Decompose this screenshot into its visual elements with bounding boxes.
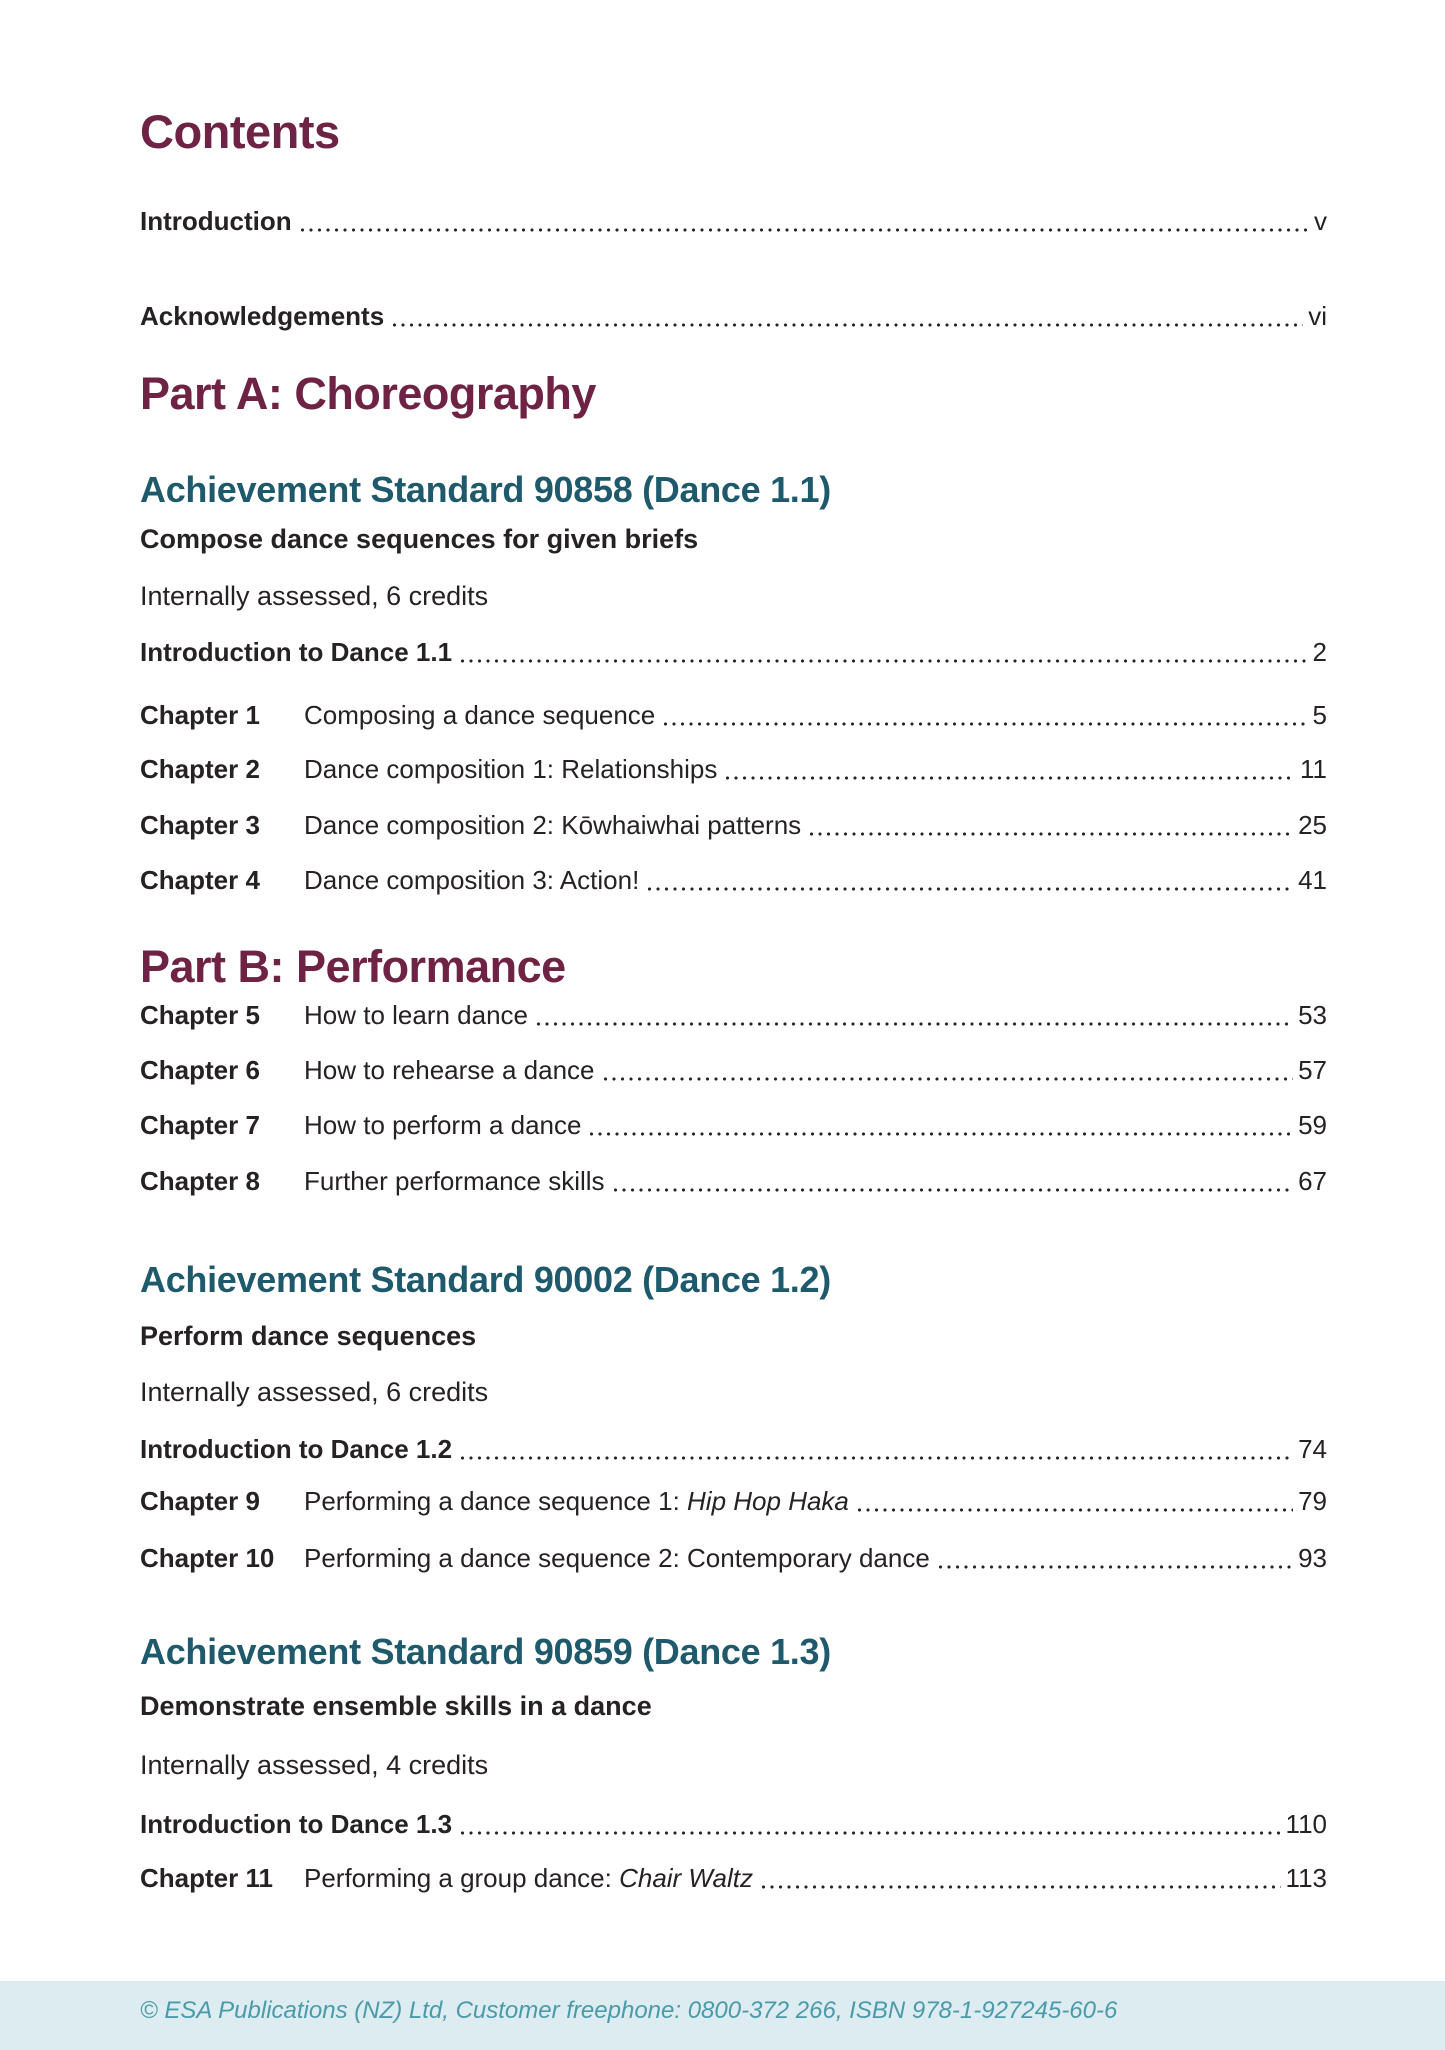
chapter-title-text: Performing a group dance: [304,1863,620,1893]
toc-entry-chapter-2 [140,753,1327,786]
toc-entry-page: 57 [1298,1055,1327,1085]
standard-1-subtitle: Compose dance sequences for given briefs [140,524,699,554]
chapter-label: Chapter 2 [140,754,260,784]
toc-entry-page: 110 [1285,1809,1327,1839]
chapter-label: Chapter 4 [140,865,260,895]
chapter-title: Dance composition 3: Action! [304,865,640,895]
toc-entry-label: Acknowledgements [140,301,385,331]
toc-entry-intro-dance-1-1 [140,636,1327,669]
dot-leader [392,322,1303,328]
toc-entry-acknowledgements [140,300,1327,333]
toc-entry-page: 113 [1285,1863,1327,1893]
dot-leader [613,1187,1294,1193]
toc-entry-label: Introduction to Dance 1.1 [140,637,453,667]
part-b-heading: Part B: Performance [140,941,566,992]
toc-entry-chapter-5 [140,999,1327,1032]
page-title: Contents [140,105,340,158]
standard-2-assessment: Internally assessed, 6 credits [140,1377,489,1407]
footer-copyright: © ESA Publications (NZ) Ltd, Customer freephone: 0800-372 266, ISBN 978-1-927245-60-6 [140,1997,1118,2024]
chapter-title-text: Performing a dance sequence 1: [304,1486,688,1516]
toc-entry-page: v [1314,206,1327,236]
chapter-label: Chapter 6 [140,1055,260,1085]
chapter-title-italic: Chair Waltz [619,1863,753,1893]
chapter-label: Chapter 8 [140,1166,260,1196]
chapter-label: Chapter 11 [140,1863,273,1893]
toc-entry-intro-dance-1-3 [140,1808,1327,1841]
toc-entry-chapter-9 [140,1485,1327,1518]
dot-leader [460,658,1308,664]
toc-entry-chapter-4 [140,864,1327,897]
dot-leader [536,1021,1293,1027]
toc-entry-chapter-7 [140,1109,1327,1142]
toc-entry-page: 25 [1298,810,1327,840]
toc-entry-page: 79 [1298,1486,1327,1516]
toc-entry-introduction [140,205,1327,238]
toc-entry-chapter-10 [140,1542,1327,1575]
chapter-label: Chapter 3 [140,810,260,840]
toc-entry-label: Introduction [140,206,292,236]
chapter-label: Chapter 7 [140,1110,260,1140]
chapter-title [304,1485,849,1518]
dot-leader [857,1507,1293,1513]
dot-leader [460,1455,1293,1461]
achievement-standard-90002-heading: Achievement Standard 90002 (Dance 1.2) [140,1259,831,1300]
dot-leader [300,227,1309,233]
chapter-title: Performing a dance sequence 2: Contemporary dance [304,1543,930,1573]
toc-entry-page: vi [1308,301,1327,331]
toc-entry-page: 93 [1298,1543,1327,1573]
chapter-title [304,1862,753,1895]
dot-leader [589,1131,1293,1137]
chapter-title: How to perform a dance [304,1110,582,1140]
chapter-label: Chapter 10 [140,1543,275,1573]
toc-entry-chapter-11 [140,1862,1327,1895]
toc-entry-page: 53 [1298,1000,1327,1030]
achievement-standard-90858-heading: Achievement Standard 90858 (Dance 1.1) [140,469,831,510]
achievement-standard-90859-heading: Achievement Standard 90859 (Dance 1.3) [140,1631,831,1672]
dot-leader [663,721,1307,727]
toc-entry-label: Introduction to Dance 1.2 [140,1434,453,1464]
chapter-title: Dance composition 1: Relationships [304,754,718,784]
dot-leader [603,1076,1294,1082]
toc-entry-chapter-8 [140,1165,1327,1198]
toc-entry-page: 11 [1300,754,1327,784]
chapter-label: Chapter 9 [140,1486,260,1516]
standard-2-subtitle: Perform dance sequences [140,1321,477,1351]
toc-entry-label: Introduction to Dance 1.3 [140,1809,453,1839]
dot-leader [460,1830,1281,1836]
part-a-heading: Part A: Choreography [140,368,596,419]
chapter-label: Chapter 1 [140,700,260,730]
chapter-title: Composing a dance sequence [304,700,656,730]
chapter-title: How to rehearse a dance [304,1055,595,1085]
toc-entry-page: 5 [1312,700,1327,730]
toc-entry-chapter-1 [140,699,1327,732]
chapter-title-italic: Hip Hop Haka [687,1486,849,1516]
chapter-title: Further performance skills [304,1166,605,1196]
toc-entry-page: 41 [1298,865,1327,895]
standard-1-assessment: Internally assessed, 6 credits [140,581,489,611]
toc-entry-page: 2 [1312,637,1327,667]
dot-leader [761,1884,1281,1890]
dot-leader [938,1564,1293,1570]
toc-entry-page: 67 [1298,1166,1327,1196]
toc-entry-chapter-3 [140,809,1327,842]
standard-3-assessment: Internally assessed, 4 credits [140,1750,489,1780]
toc-entry-chapter-6 [140,1054,1327,1087]
standard-3-subtitle: Demonstrate ensemble skills in a dance [140,1691,652,1721]
toc-entry-intro-dance-1-2 [140,1433,1327,1466]
dot-leader [647,886,1293,892]
toc-entry-page: 59 [1298,1110,1327,1140]
chapter-title: How to learn dance [304,1000,529,1030]
toc-entry-page: 74 [1298,1434,1327,1464]
dot-leader [809,831,1293,837]
chapter-title: Dance composition 2: Kōwhaiwhai patterns [304,810,802,840]
dot-leader [725,775,1295,781]
chapter-label: Chapter 5 [140,1000,260,1030]
